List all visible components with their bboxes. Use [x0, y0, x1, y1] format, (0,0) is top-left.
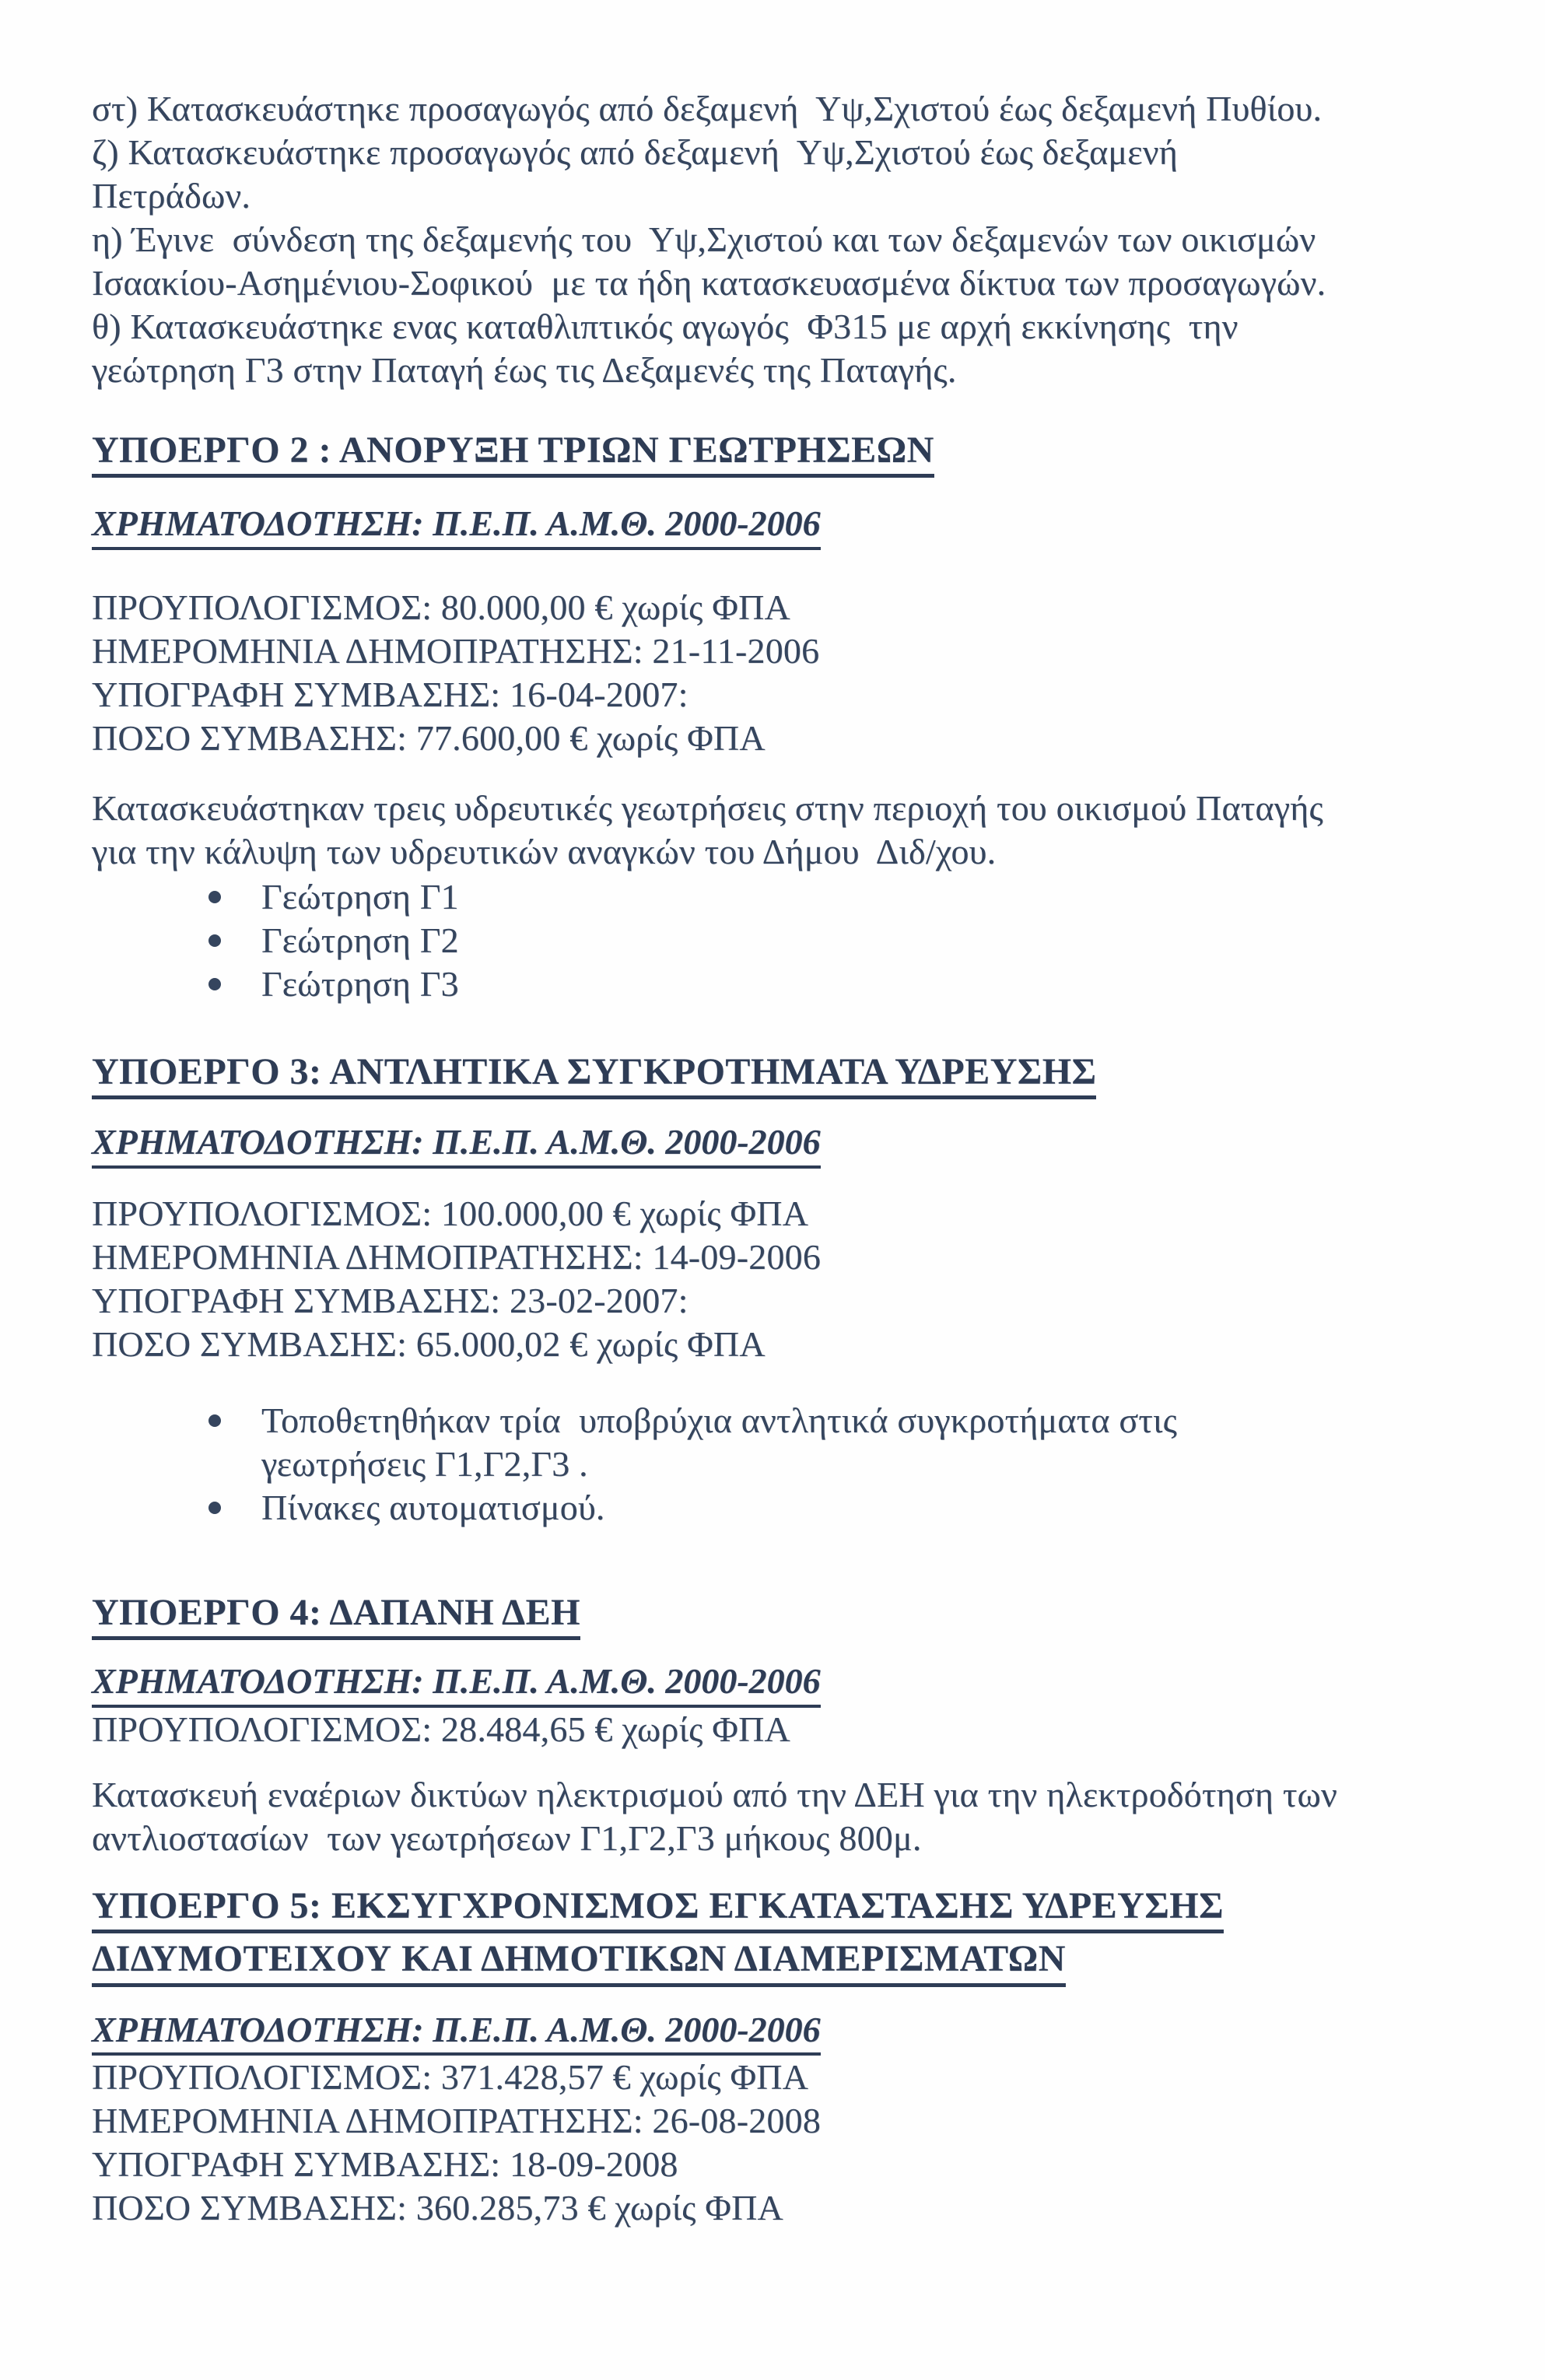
section-title: ΥΠΟΕΡΓΟ 4: ΔΑΠΑΝΗ ΔΕΗ — [92, 1593, 580, 1640]
section-subproject-2 — [92, 431, 1445, 1006]
project-info — [92, 1192, 1445, 1366]
section-subproject-3 — [92, 1050, 1445, 1530]
project-info — [92, 586, 1445, 760]
section-subproject-5 — [92, 1884, 1445, 2230]
section-title-row — [92, 1593, 1445, 1640]
contract-amount-line: ΠΟΣΟ ΣΥΜΒΑΣΗΣ: 77.600,00 € χωρίς ΦΠΑ — [92, 717, 765, 758]
text-line: Κατασκευάστηκαν τρεις υδρευτικές γεωτρήσεις στην περιοχή του οικισμού Παταγής — [92, 787, 1323, 828]
intro-paragraph — [92, 87, 1445, 392]
budget-line: ΠΡΟΥΠΟΛΟΓΙΣΜΟΣ: 80.000,00 € χωρίς ΦΠΑ — [92, 587, 790, 627]
budget-line: ΠΡΟΥΠΟΛΟΓΙΣΜΟΣ: 100.000,00 € χωρίς ΦΠΑ — [92, 1193, 809, 1233]
list-item — [208, 919, 1445, 962]
contract-amount-line: ΠΟΣΟ ΣΥΜΒΑΣΗΣ: 360.285,73 € χωρίς ΦΠΑ — [92, 2188, 783, 2228]
signing-date-line: ΥΠΟΓΡΑΦΗ ΣΥΜΒΑΣΗΣ: 18-09-2008 — [92, 2144, 678, 2185]
bullet-list — [92, 1399, 1445, 1530]
text-line: η) Έγινε σύνδεση της δεξαμενής του Υψ,Σχιστού και των δεξαμενών των οικισμών — [92, 219, 1316, 259]
section-title: ΥΠΟΕΡΓΟ 2 : ΑΝΟΡΥΞΗ ΤΡΙΩΝ ΓΕΩΤΡΗΣΕΩΝ — [92, 431, 934, 478]
funding-row — [92, 504, 1445, 550]
text-line: στ) Κατασκευάστηκε προσαγωγός από δεξαμενή Υψ,Σχιστού έως δεξαμενή Πυθίου. — [92, 89, 1323, 128]
budget-line: ΠΡΟΥΠΟΛΟΓΙΣΜΟΣ: 371.428,57 € χωρίς ΦΠΑ — [92, 2057, 809, 2098]
contract-amount-line: ΠΟΣΟ ΣΥΜΒΑΣΗΣ: 65.000,02 € χωρίς ΦΠΑ — [92, 1323, 765, 1364]
section-title: ΥΠΟΕΡΓΟ 3: ΑΝΤΛΗΤΙΚΑ ΣΥΓΚΡΟΤΗΜΑΤΑ ΥΔΡΕΥΣΗΣ — [92, 1053, 1096, 1099]
funding-line: ΧΡΗΜΑΤΟΔΟΤΗΣΗ: Π.Ε.Π. Α.Μ.Θ. 2000-2006 — [92, 504, 821, 550]
funding-row — [92, 1123, 1445, 1169]
funding-row — [92, 1662, 1445, 1708]
bullet-text: Πίνακες αυτοματισμού. — [261, 1487, 605, 1527]
text-line: γεώτρηση Γ3 στην Παταγή έως τις Δεξαμενές της Παταγής. — [92, 350, 957, 390]
text-line: θ) Κατασκευάστηκε ενας καταθλιπτικός αγωγός Φ315 με αρχή εκκίνησης την — [92, 307, 1238, 346]
section-title: ΔΙΔΥΜΟΤΕΙΧΟΥ ΚΑΙ ΔΗΜΟΤΙΚΩΝ ΔΙΑΜΕΡΙΣΜΑΤΩΝ — [92, 1940, 1066, 1986]
section-title-row — [92, 431, 1445, 478]
list-item — [208, 1399, 1445, 1486]
bullet-text: Τοποθετηθήκαν τρία υποβρύχια αντλητικά συγκροτήματα στις — [261, 1400, 1178, 1440]
section-title-row — [92, 1940, 1445, 1986]
section-title-row — [92, 1884, 1445, 1933]
list-item — [208, 1486, 1445, 1530]
funding-line: ΧΡΗΜΑΤΟΔΟΤΗΣΗ: Π.Ε.Π. Α.Μ.Θ. 2000-2006 — [92, 1123, 821, 1169]
tender-date-line: ΗΜΕΡΟΜΗΝΙΑ ΔΗΜΟΠΡΑΤΗΣΗΣ: 14-09-2006 — [92, 1236, 822, 1277]
bullet-text: Γεώτρηση Γ1 — [261, 876, 459, 917]
budget-line: ΠΡΟΥΠΟΛΟΓΙΣΜΟΣ: 28.484,65 € χωρίς ΦΠΑ — [92, 1709, 790, 1749]
document-content — [92, 0, 1445, 2230]
project-info — [92, 1708, 1445, 1751]
project-info — [92, 2056, 1445, 2230]
bullet-text: Γεώτρηση Γ2 — [261, 920, 459, 960]
tender-date-line: ΗΜΕΡΟΜΗΝΙΑ ΔΗΜΟΠΡΑΤΗΣΗΣ: 21-11-2006 — [92, 630, 820, 671]
list-item — [208, 875, 1445, 919]
section-description — [92, 1773, 1445, 1860]
bullet-list — [92, 875, 1445, 1006]
funding-line: ΧΡΗΜΑΤΟΔΟΤΗΣΗ: Π.Ε.Π. Α.Μ.Θ. 2000-2006 — [92, 1662, 821, 1708]
text-line: Κατασκευή εναέριων δικτύων ηλεκτρισμού από την ΔΕΗ για την ηλεκτροδότηση των — [92, 1774, 1338, 1814]
text-line: ζ) Κατασκευάστηκε προσαγωγός από δεξαμενή Υψ,Σχιστού έως δεξαμενή — [92, 132, 1179, 172]
bullet-text: γεωτρήσεις Γ1,Γ2,Γ3 . — [261, 1443, 588, 1484]
list-item — [208, 962, 1445, 1006]
bullet-text: Γεώτρηση Γ3 — [261, 963, 459, 1004]
text-line: Ισαακίου-Ασημένιου-Σοφικού με τα ήδη κατασκευασμένα δίκτυα των προσαγωγών. — [92, 263, 1326, 303]
funding-row — [92, 2010, 1445, 2056]
text-line: για την κάλυψη των υδρευτικών αναγκών του Δήμου Διδ/χου. — [92, 831, 997, 871]
section-description — [92, 787, 1445, 874]
signing-date-line: ΥΠΟΓΡΑΦΗ ΣΥΜΒΑΣΗΣ: 16-04-2007: — [92, 674, 688, 714]
section-title-row — [92, 1050, 1445, 1099]
section-title: ΥΠΟΕΡΓΟ 5: ΕΚΣΥΓΧΡΟΝΙΣΜΟΣ ΕΓΚΑΤΑΣΤΑΣΗΣ ΥΔΡΕΥΣΗΣ — [92, 1887, 1224, 1933]
text-line: αντλιοστασίων των γεωτρήσεων Γ1,Γ2,Γ3 μήκους 800μ. — [92, 1817, 922, 1858]
text-line: Πετράδων. — [92, 176, 251, 216]
tender-date-line: ΗΜΕΡΟΜΗΝΙΑ ΔΗΜΟΠΡΑΤΗΣΗΣ: 26-08-2008 — [92, 2101, 822, 2141]
funding-line: ΧΡΗΜΑΤΟΔΟΤΗΣΗ: Π.Ε.Π. Α.Μ.Θ. 2000-2006 — [92, 2010, 821, 2056]
signing-date-line: ΥΠΟΓΡΑΦΗ ΣΥΜΒΑΣΗΣ: 23-02-2007: — [92, 1280, 688, 1320]
section-subproject-4 — [92, 1593, 1445, 1860]
